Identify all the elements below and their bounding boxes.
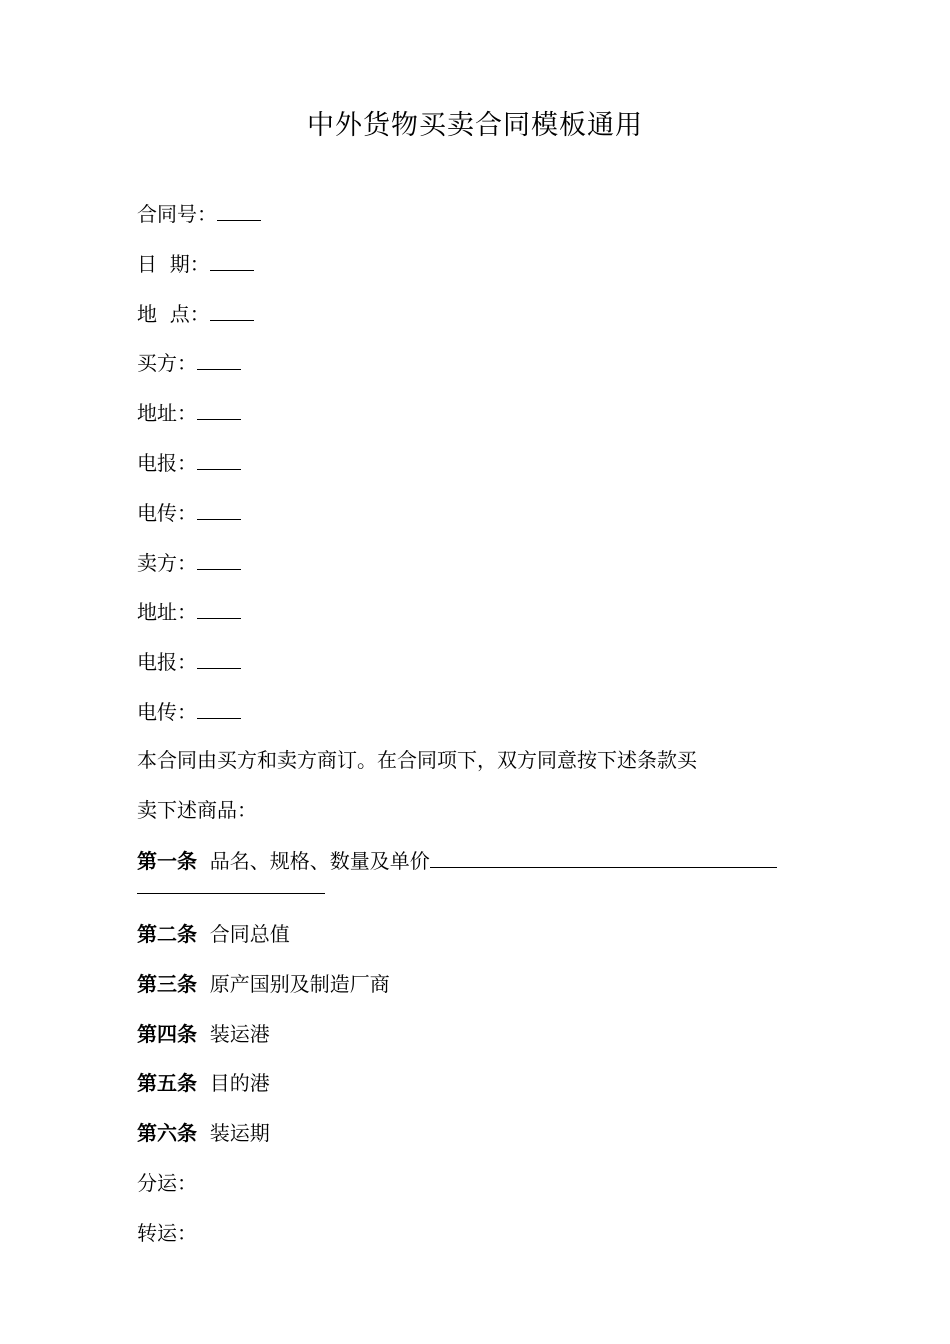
- article-text: 原产国别及制造厂商: [209, 972, 390, 996]
- article-text: 装运期: [209, 1121, 270, 1145]
- article-text: 合同总值: [209, 922, 290, 946]
- preamble-line-1: 本合同由买方和卖方商订。在合同项下，双方同意按下述条款买: [137, 748, 697, 772]
- fill-blank[interactable]: [197, 646, 241, 669]
- document-title: 中外货物买卖合同模板通用: [307, 110, 643, 141]
- field-label: 卖方：: [137, 551, 197, 575]
- article-2: [137, 919, 290, 949]
- fill-blank[interactable]: [217, 198, 261, 221]
- fill-blank[interactable]: [137, 871, 325, 894]
- fill-blank[interactable]: [210, 248, 254, 271]
- field-label: 地 点：: [137, 302, 210, 326]
- field-label: 合同号：: [137, 202, 217, 226]
- article-number: 第二条: [137, 922, 197, 946]
- field-seller-telegram: [137, 646, 241, 677]
- fill-blank[interactable]: [197, 696, 241, 719]
- field-label: 电报：: [137, 650, 197, 674]
- field-buyer-telex: [137, 497, 241, 528]
- article-number: 第一条: [137, 849, 197, 873]
- fill-blank[interactable]: [430, 845, 777, 868]
- field-seller: [137, 547, 241, 578]
- field-buyer: [137, 347, 241, 378]
- article-1-continuation: [137, 871, 325, 902]
- field-label: 地址：: [137, 600, 197, 624]
- preamble-line-2: 卖下述商品：: [137, 798, 257, 822]
- article-5: [137, 1068, 270, 1098]
- field-place: [137, 298, 254, 329]
- fill-blank[interactable]: [197, 397, 241, 420]
- field-label: 电传：: [137, 501, 197, 525]
- fill-blank[interactable]: [197, 347, 241, 370]
- field-label: 电报：: [137, 451, 197, 475]
- article-6: [137, 1118, 270, 1148]
- sub-item-partial-shipment: 分运：: [137, 1171, 197, 1195]
- field-contract-no: [137, 198, 261, 229]
- field-seller-address: [137, 596, 241, 627]
- article-text: 品名、规格、数量及单价: [209, 849, 430, 873]
- field-label: 地址：: [137, 401, 197, 425]
- fill-blank[interactable]: [210, 298, 254, 321]
- fill-blank[interactable]: [197, 547, 241, 570]
- fill-blank[interactable]: [197, 497, 241, 520]
- article-text: 装运港: [209, 1022, 270, 1046]
- article-number: 第五条: [137, 1071, 197, 1095]
- article-text: 目的港: [209, 1071, 270, 1095]
- field-label: 日 期：: [137, 252, 210, 276]
- article-4: [137, 1019, 270, 1049]
- article-number: 第六条: [137, 1121, 197, 1145]
- field-seller-telex: [137, 696, 241, 727]
- article-3: [137, 969, 390, 999]
- article-number: 第三条: [137, 972, 197, 996]
- article-number: 第四条: [137, 1022, 197, 1046]
- field-label: 买方：: [137, 351, 197, 375]
- field-buyer-telegram: [137, 447, 241, 478]
- field-buyer-address: [137, 397, 241, 428]
- field-label: 电传：: [137, 700, 197, 724]
- field-date: [137, 248, 254, 279]
- sub-item-transshipment: 转运：: [137, 1221, 197, 1245]
- fill-blank[interactable]: [197, 447, 241, 470]
- fill-blank[interactable]: [197, 596, 241, 619]
